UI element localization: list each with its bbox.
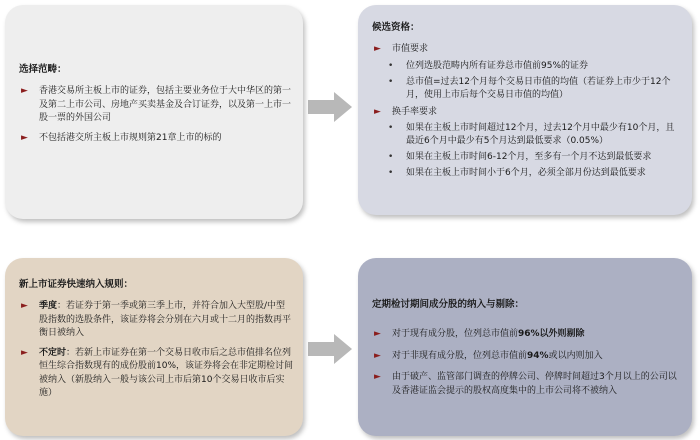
market-cap-requirement: ► 市值要求 — [372, 43, 680, 57]
list-item: • 如果在主板上市时间6-12个月，至多有一个月不达到最低要求 — [388, 152, 652, 162]
list-item: • 位列选股范畴内所有证券总市值前95%的证券 — [388, 60, 589, 71]
triangle-bullet-icon: ► — [374, 106, 381, 117]
turnover-requirement: ► 换手率要求 — [372, 106, 680, 120]
eligibility-box — [358, 5, 692, 215]
dot-bullet-icon: • — [388, 168, 394, 178]
dot-bullet-icon: • — [388, 76, 394, 87]
eligibility-title: 候选资格： — [372, 22, 420, 33]
selection-scope-title: 选择范畴： — [19, 64, 67, 75]
triangle-bullet-icon: ► — [21, 301, 28, 311]
periodic-review-box — [358, 258, 692, 436]
fast-entry-box — [5, 258, 303, 436]
list-item: ► 由于破产、监管部门调查的停牌公司、停牌时间超过3个月以上的公司以及香港证监会提示的股权高度集中的上市公司将不被纳入 — [374, 372, 677, 396]
triangle-bullet-icon: ► — [374, 372, 381, 382]
fast-entry-title: 新上市证券快速纳入规则： — [19, 279, 134, 290]
list-item: ► 对于现有成分股，位列总市值前96%以外则剔除 — [372, 328, 680, 342]
triangle-bullet-icon: ► — [21, 132, 28, 143]
triangle-bullet-icon: ► — [374, 329, 381, 339]
triangle-bullet-icon: ► — [21, 86, 28, 96]
list-item: • 总市值=过去12个月每个交易日市值的均值（若证券上市少于12个月，使用上市后每个交易日市值的均值） — [388, 76, 671, 100]
periodic-review-title: 定期检讨期间成分股的纳入与剔除： — [372, 299, 525, 310]
list-item: • 如果在主板上市时间小于6个月，必须全部月份达到最低要求 — [388, 168, 646, 178]
list-item: ► 不定时：若新上市证券在第一个交易日收市后之总市值排名位列恒生综合指数现有的成份股前10%，该证券将会在非定期检讨间被纳入（新股纳入一般与该公司上市后第10个交易日收市后实施） — [21, 347, 294, 398]
list-item: • 如果在主板上市时间超过12个月，过去12个月中最少有10个月，且最近6个月中最少有5个月达到最低要求（0.05%） — [388, 123, 675, 146]
dot-bullet-icon: • — [388, 152, 394, 162]
triangle-bullet-icon: ► — [21, 347, 28, 358]
list-item: ► 不包括港交所主板上市规则第21章上市的标的 — [19, 132, 291, 146]
triangle-bullet-icon: ► — [374, 350, 381, 361]
list-item: ► 对于非现有成分股，位列总市值前94%或以内则加入 — [372, 350, 680, 364]
dot-bullet-icon: • — [388, 123, 394, 133]
list-item: ► 季度：若证券于第一季或第三季上市，并符合加入大型股/中型股指数的选股条件，该证券将会分别在六月或十二月的指数再平衡日被纳入 — [21, 301, 292, 338]
triangle-bullet-icon: ► — [374, 44, 381, 54]
list-item: ► 香港交易所主板上市的证券，包括主要业务位于大中华区的第一及第二上市公司、房地产买卖基金及合订证券，以及第一上市一股一票的外国公司 — [21, 86, 292, 123]
dot-bullet-icon: • — [388, 60, 394, 71]
selection-scope-box — [5, 5, 303, 219]
